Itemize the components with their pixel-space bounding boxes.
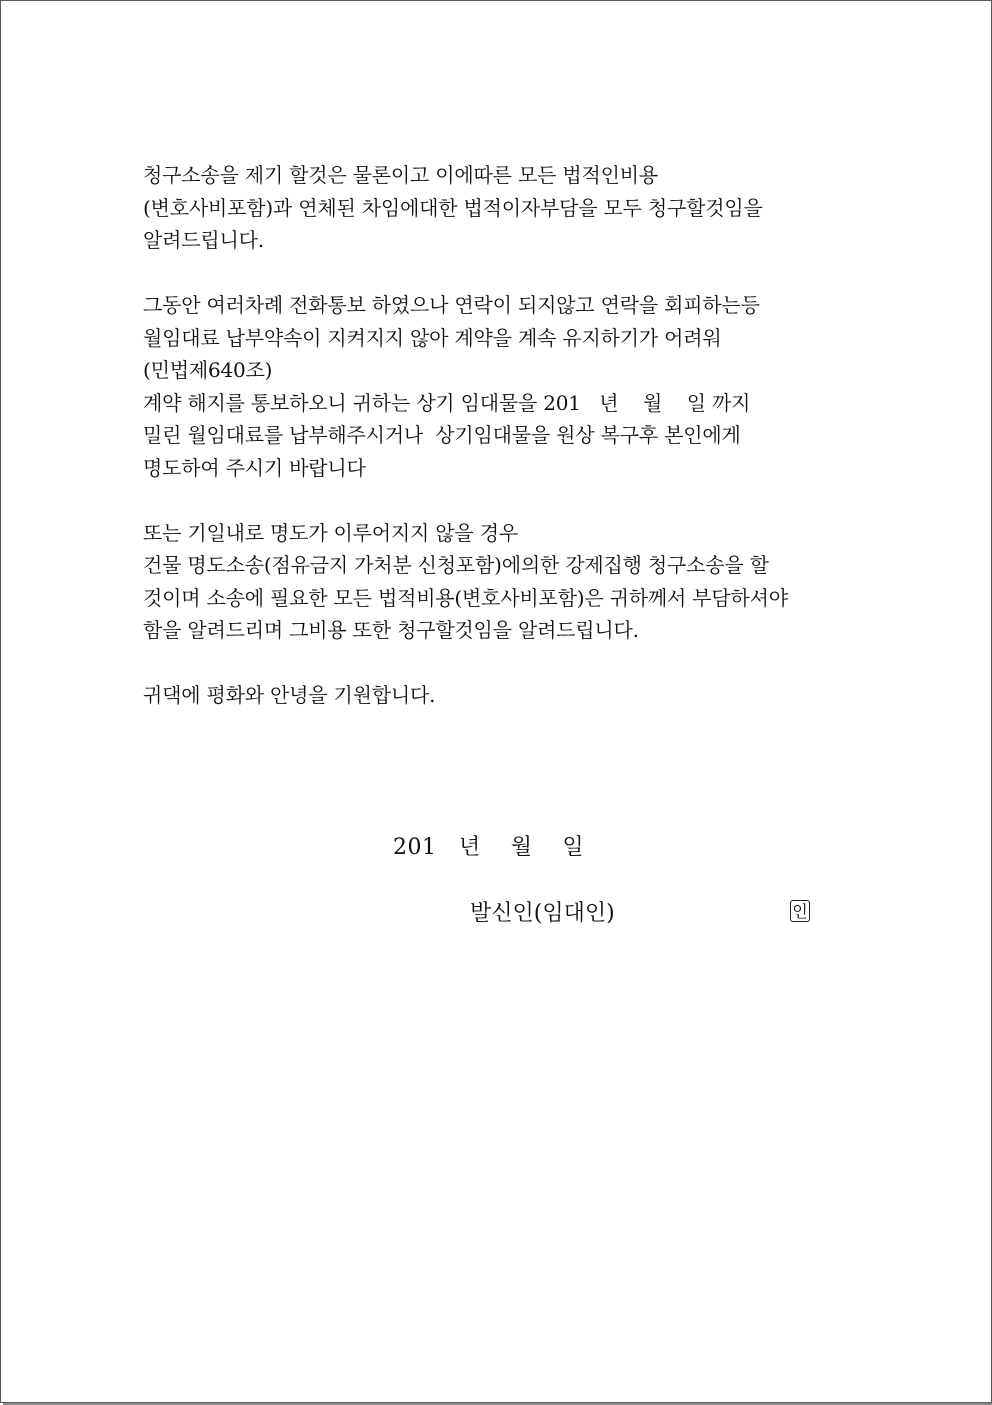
text-line: 또는 기일내로 명도가 이루어지지 않을 경우	[143, 520, 518, 545]
text-line: 것이며 소송에 필요한 모든 법적비용(변호사비포함)은 귀하께서 부담하셔야	[143, 585, 788, 610]
text-line: 밀린 월임대료를 납부해주시거나 상기임대물을 원상 복구후 본인에게	[143, 423, 741, 447]
text-line: 함을 알려드리며 그비용 또한 청구할것임을 알려드립니다.	[143, 618, 639, 642]
text-line: 귀댁에 평화와 안녕을 기원합니다.	[143, 683, 436, 707]
text-line: 명도하여 주시기 바랍니다	[143, 455, 366, 480]
text-line: (민법제640조)	[143, 358, 273, 382]
text-line: 청구소송을 제기 할것은 물론이고 이에따른 모든 법적인비용	[143, 163, 658, 187]
paragraph-claim-notice	[143, 159, 863, 257]
text-line: 건물 명도소송(점유금지 가처분 신청포함)에의한 강제집행 청구소송을 할	[143, 553, 769, 577]
paragraph-closing	[143, 679, 863, 712]
text-line: (변호사비포함)과 연체된 차임에대한 법적이자부담을 모두 청구할것임을	[143, 195, 763, 220]
sender-label: 발신인(임대인)	[470, 901, 615, 926]
letter-body	[143, 159, 863, 744]
text-line: 월임대료 납부약속이 지켜지지 않아 계약을 계속 유지하기가 어려워	[143, 325, 722, 350]
paragraph-eviction-lawsuit	[143, 517, 863, 647]
paragraph-termination-notice	[143, 289, 863, 484]
seal-stamp: 인	[790, 900, 810, 922]
text-line: 알려드립니다.	[143, 228, 264, 252]
text-line: 그동안 여러차례 전화통보 하였으나 연락이 되지않고 연락을 회피하는등	[143, 293, 760, 317]
text-line: 계약 해지를 통보하오니 귀하는 상기 임대물을 201 년 월 일 까지	[143, 390, 751, 415]
letter-date: 201 년 월 일	[393, 835, 585, 860]
